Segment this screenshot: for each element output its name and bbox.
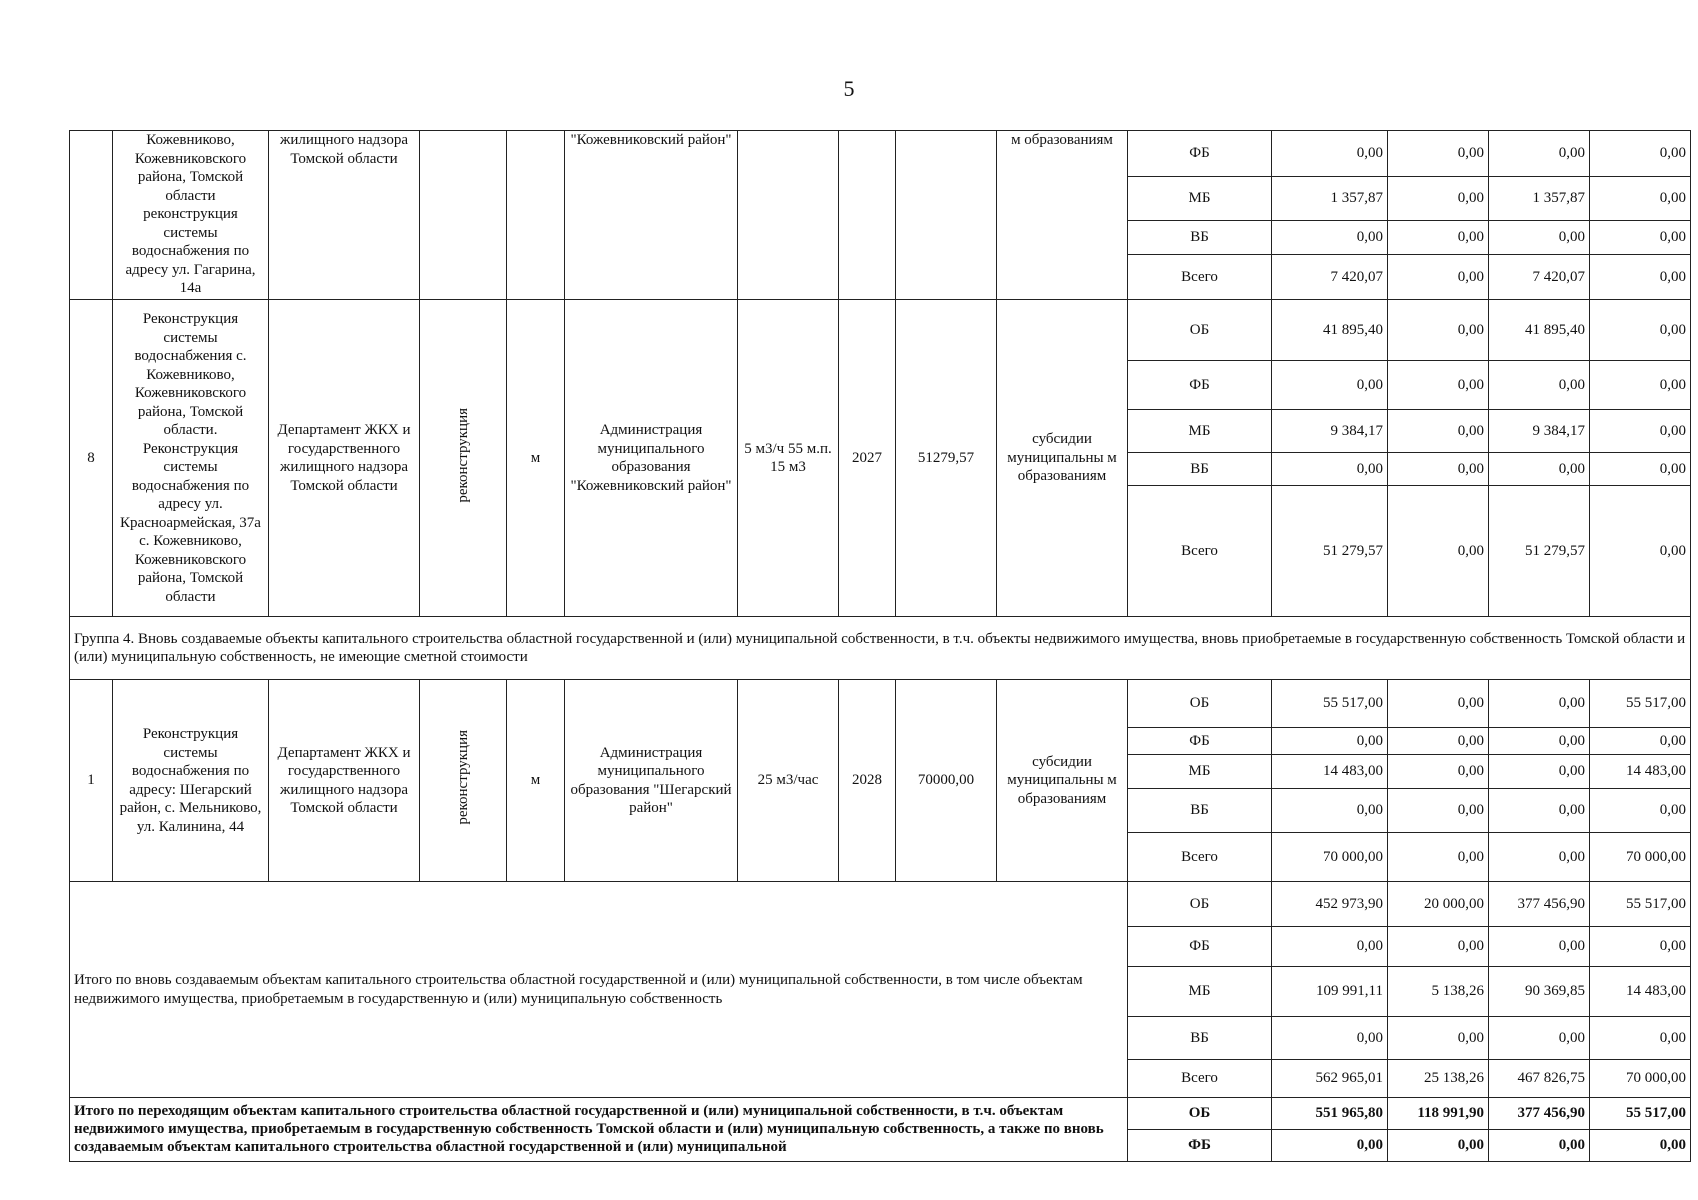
responsible: Департамент ЖКХ и государственного жилищного надзора Томской области	[269, 300, 420, 617]
value-y2: 51 279,57	[1489, 486, 1590, 617]
cost: 51279,57	[896, 300, 997, 617]
unit: м	[507, 680, 565, 882]
year: 2028	[839, 680, 896, 882]
value-total: 562 965,01	[1272, 1060, 1388, 1098]
value-total: 0,00	[1272, 728, 1388, 755]
value-y3: 0,00	[1590, 486, 1691, 617]
cost: 70000,00	[896, 680, 997, 882]
value-y3: 0,00	[1590, 361, 1691, 410]
table-row	[70, 1098, 1691, 1130]
value-total: 7 420,07	[1272, 255, 1388, 300]
value-y2: 1 357,87	[1489, 177, 1590, 221]
value-y1: 0,00	[1388, 789, 1489, 833]
value-y2: 0,00	[1489, 361, 1590, 410]
value-y2: 41 895,40	[1489, 300, 1590, 361]
cost	[896, 131, 997, 300]
total-new-label: Итого по вновь создаваемым объектам капитального строительства областной государственной и (или) муниципальной собственности, в том числе объектам недвижимого имущества, приобретаемым в государственную и (или) муниципальную собственность	[70, 882, 1128, 1098]
budget-source: ОБ	[1128, 1098, 1272, 1130]
value-total: 0,00	[1272, 1130, 1388, 1162]
value-total: 41 895,40	[1272, 300, 1388, 361]
budget-source: МБ	[1128, 755, 1272, 789]
object-number: 1	[70, 680, 113, 882]
value-y3: 0,00	[1590, 927, 1691, 967]
value-y2: 0,00	[1489, 927, 1590, 967]
budget-source: ВБ	[1128, 453, 1272, 486]
value-y3: 0,00	[1590, 728, 1691, 755]
value-y2: 0,00	[1489, 1017, 1590, 1060]
value-y3: 55 517,00	[1590, 680, 1691, 728]
budget-source: МБ	[1128, 177, 1272, 221]
value-y3: 0,00	[1590, 300, 1691, 361]
value-total: 109 991,11	[1272, 967, 1388, 1017]
budget-source: Всего	[1128, 255, 1272, 300]
customer: Администрация муниципального образования "Кожевниковский район"	[565, 300, 738, 617]
value-y3: 55 517,00	[1590, 882, 1691, 927]
budget-source: Всего	[1128, 833, 1272, 882]
capacity: 5 м3/ч 55 м.п. 15 м3	[738, 300, 839, 617]
value-y2: 0,00	[1489, 131, 1590, 177]
budget-source: ОБ	[1128, 680, 1272, 728]
value-y1: 0,00	[1388, 927, 1489, 967]
value-y1: 0,00	[1388, 177, 1489, 221]
value-y1: 0,00	[1388, 255, 1489, 300]
value-y1: 0,00	[1388, 361, 1489, 410]
value-total: 0,00	[1272, 927, 1388, 967]
unit: м	[507, 300, 565, 617]
value-y3: 70 000,00	[1590, 1060, 1691, 1098]
object-name: Реконструкция системы водоснабжения с. Кожевниково, Кожевниковского района, Томской области. Реконструкция системы водоснабжения по адресу ул. Красноармейская, 37а с. Кожевниково, Кожевниковского района, Томской области	[113, 300, 269, 617]
budget-source: ОБ	[1128, 882, 1272, 927]
funding-type: субсидии муниципальны м образованиям	[997, 680, 1128, 882]
budget-source: МБ	[1128, 967, 1272, 1017]
value-y1: 0,00	[1388, 755, 1489, 789]
value-total: 55 517,00	[1272, 680, 1388, 728]
value-y1: 0,00	[1388, 131, 1489, 177]
year: 2027	[839, 300, 896, 617]
value-y2: 377 456,90	[1489, 1098, 1590, 1130]
value-y3: 0,00	[1590, 410, 1691, 453]
budget-source: ФБ	[1128, 728, 1272, 755]
budget-source: Всего	[1128, 486, 1272, 617]
budget-source: ОБ	[1128, 300, 1272, 361]
table-row	[70, 131, 1691, 177]
value-y1: 0,00	[1388, 221, 1489, 255]
table-row	[70, 300, 1691, 361]
responsible: Департамент ЖКХ и государственного жилищного надзора Томской области	[269, 680, 420, 882]
value-y2: 467 826,75	[1489, 1060, 1590, 1098]
budget-source: ФБ	[1128, 131, 1272, 177]
value-total: 0,00	[1272, 789, 1388, 833]
value-y1: 20 000,00	[1388, 882, 1489, 927]
work-type	[420, 680, 507, 882]
value-y2: 0,00	[1489, 680, 1590, 728]
funding-type: субсидии муниципальны м образованиям	[997, 300, 1128, 617]
value-y2: 0,00	[1489, 1130, 1590, 1162]
budget-source: ФБ	[1128, 1130, 1272, 1162]
responsible: жилищного надзора Томской области	[269, 131, 420, 300]
cell-num	[70, 131, 113, 300]
customer: "Кожевниковский район"	[565, 131, 738, 300]
value-y1: 0,00	[1388, 410, 1489, 453]
value-y1: 0,00	[1388, 1017, 1489, 1060]
budget-source: ВБ	[1128, 1017, 1272, 1060]
value-y2: 90 369,85	[1489, 967, 1590, 1017]
value-total: 51 279,57	[1272, 486, 1388, 617]
value-y2: 377 456,90	[1489, 882, 1590, 927]
value-total: 0,00	[1272, 131, 1388, 177]
value-y1: 0,00	[1388, 728, 1489, 755]
capacity: 25 м3/час	[738, 680, 839, 882]
total-all-label: Итого по переходящим объектам капитального строительства областной государственной и (или) муниципальной собственности, в т.ч. объектам недвижимого имущества, приобретаемым в государственную собственность Томской области и (или) муниципальную собственность, а также по вновь создаваемым объектам капитального строительства областной государственной и (или) муниципальной	[70, 1098, 1128, 1162]
value-total: 1 357,87	[1272, 177, 1388, 221]
budget-source: ФБ	[1128, 361, 1272, 410]
budget-source: ФБ	[1128, 927, 1272, 967]
work-type	[420, 131, 507, 300]
value-y1: 0,00	[1388, 1130, 1489, 1162]
value-y3: 0,00	[1590, 789, 1691, 833]
value-total: 70 000,00	[1272, 833, 1388, 882]
budget-source: Всего	[1128, 1060, 1272, 1098]
budget-source: ВБ	[1128, 789, 1272, 833]
value-total: 9 384,17	[1272, 410, 1388, 453]
year	[839, 131, 896, 300]
value-y3: 0,00	[1590, 131, 1691, 177]
value-y1: 0,00	[1388, 300, 1489, 361]
unit	[507, 131, 565, 300]
value-y1: 0,00	[1388, 486, 1489, 617]
value-total: 0,00	[1272, 221, 1388, 255]
value-y3: 0,00	[1590, 1130, 1691, 1162]
value-y3: 70 000,00	[1590, 833, 1691, 882]
value-y3: 0,00	[1590, 453, 1691, 486]
investment-table	[69, 130, 1691, 1162]
value-y1: 0,00	[1388, 680, 1489, 728]
value-total: 452 973,90	[1272, 882, 1388, 927]
budget-source: ВБ	[1128, 221, 1272, 255]
table-row	[70, 617, 1691, 680]
work-type-label: реконструкция	[454, 407, 471, 503]
value-y2: 0,00	[1489, 728, 1590, 755]
value-y2: 0,00	[1489, 453, 1590, 486]
value-y1: 118 991,90	[1388, 1098, 1489, 1130]
value-y1: 5 138,26	[1388, 967, 1489, 1017]
value-y3: 0,00	[1590, 177, 1691, 221]
value-y3: 14 483,00	[1590, 967, 1691, 1017]
work-type-label: реконструкция	[454, 730, 471, 826]
budget-source: МБ	[1128, 410, 1272, 453]
value-y3: 0,00	[1590, 221, 1691, 255]
value-y2: 0,00	[1489, 833, 1590, 882]
value-total: 0,00	[1272, 453, 1388, 486]
value-y2: 7 420,07	[1489, 255, 1590, 300]
value-y1: 25 138,26	[1388, 1060, 1489, 1098]
value-y2: 9 384,17	[1489, 410, 1590, 453]
object-name: Кожевниково, Кожевниковского района, Томской области реконструкция системы водоснабжения по адресу ул. Гагарина, 14а	[113, 131, 269, 300]
table-row	[70, 680, 1691, 728]
value-total: 551 965,80	[1272, 1098, 1388, 1130]
page-number: 5	[843, 76, 855, 101]
capacity	[738, 131, 839, 300]
value-total: 14 483,00	[1272, 755, 1388, 789]
value-y3: 0,00	[1590, 255, 1691, 300]
value-y1: 0,00	[1388, 833, 1489, 882]
value-y3: 14 483,00	[1590, 755, 1691, 789]
customer: Администрация муниципального образования "Шегарский район"	[565, 680, 738, 882]
value-y3: 55 517,00	[1590, 1098, 1691, 1130]
table-row	[70, 882, 1691, 927]
object-name: Реконструкция системы водоснабжения по адресу: Шегарский район, с. Мельниково, ул. Калинина, 44	[113, 680, 269, 882]
value-y1: 0,00	[1388, 453, 1489, 486]
work-type	[420, 300, 507, 617]
object-number: 8	[70, 300, 113, 617]
value-total: 0,00	[1272, 1017, 1388, 1060]
group-4-title: Группа 4. Вновь создаваемые объекты капитального строительства областной государственной и (или) муниципальной собственности, в т.ч. объекты недвижимого имущества, вновь приобретаемые в государственную собственность Томской области и (или) муниципальную собственность, не имеющие сметной стоимости	[70, 617, 1691, 680]
value-y2: 0,00	[1489, 789, 1590, 833]
value-y2: 0,00	[1489, 755, 1590, 789]
value-y3: 0,00	[1590, 1017, 1691, 1060]
value-total: 0,00	[1272, 361, 1388, 410]
value-y2: 0,00	[1489, 221, 1590, 255]
funding-type: м образованиям	[997, 131, 1128, 300]
